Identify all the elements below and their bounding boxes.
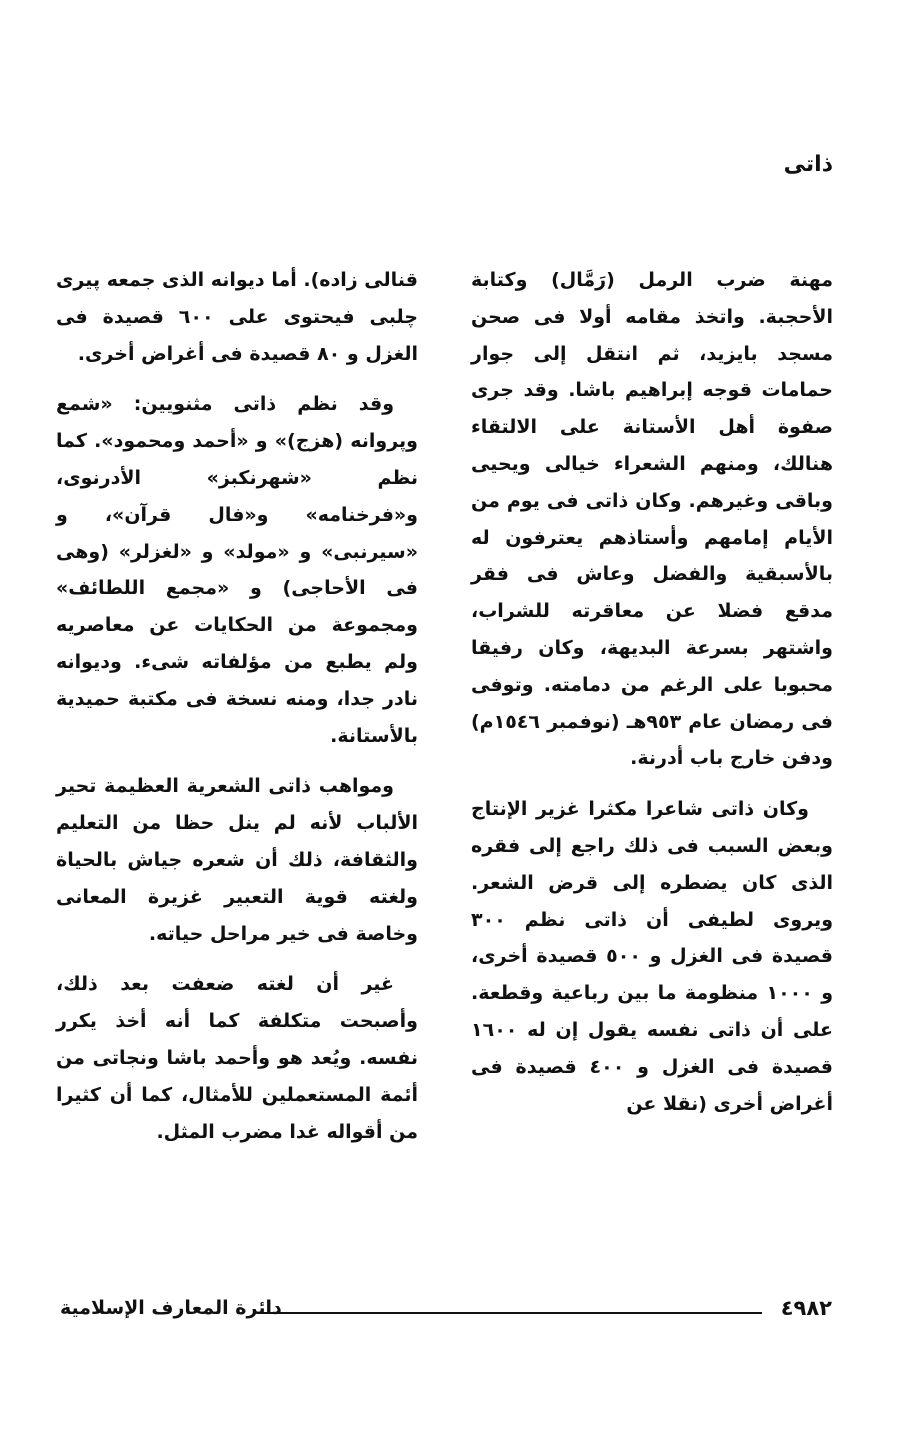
page-number: ٤٩٨٢ <box>780 1296 832 1320</box>
paragraph: وقد نظم ذاتى مثنويين: «شمع وپروانه (هزج)» و «أحمد ومحمود». كما نظم «شهرنكبز» الأدرنوى، و«فرخنامه» و«فال قرآن»، و «سيرنبى» و «مولد» و «لغزلر» (وهى فى الأحاجى) و «مجمع اللطائف» ومجموعة من الحكايات عن معاصريه ولم يطبع من مؤلفاته شىء. وديوانه نادر جدا، ومنه نسخة فى مكتبة حميدية بالأستانة. <box>56 393 418 747</box>
paragraph: ومواهب ذاتى الشعرية العظيمة تحير الألباب لأنه لم ينل حظا من التعليم والثقافة، ذلك أن شعره جياش بالحياة ولغته قوية التعبير غزيرة المعانى وخاصة فى خير مراحل حياته. <box>56 775 418 945</box>
footer-divider <box>260 1312 762 1314</box>
left-column <box>56 262 418 1150</box>
publication-title: دائرة المعارف الإسلامية <box>60 1297 282 1319</box>
paragraph: غير أن لغته ضعفت بعد ذلك، وأصبحت متكلفة كما أنه أخذ يكرر نفسه. ويُعد هو وأحمد باشا ونجاتى من أئمة المستعملين للأمثال، كما أن كثيرا من أقواله غدا مضرب المثل. <box>56 973 418 1143</box>
running-header: ذاتى <box>783 152 833 177</box>
paragraph: وكان ذاتى شاعرا مكثرا غزير الإنتاج وبعض السبب فى ذلك راجع إلى فقره الذى كان يضطره إلى قرض الشعر. ويروى لطيفى أن ذاتى نظم ٣٠٠ قصيدة فى الغزل و ٥٠٠ قصيدة أخرى، و ١٠٠٠ منظومة ما بين رباعية وقطعة. على أن ذاتى نفسه يقول إن له ١٦٠٠ قصيدة فى الغزل و ٤٠٠ قصيدة فى أغراض أخرى (نقلا عن <box>471 798 834 1115</box>
paragraph: قنالى زاده). أما ديوانه الذى جمعه پيرى چلبى فيحتوى على ٦٠٠ قصيدة فى الغزل و ٨٠ قصيدة فى أغراض أخرى. <box>56 269 418 365</box>
page-footer <box>60 1288 832 1328</box>
right-column <box>471 262 833 1122</box>
paragraph: مهنة ضرب الرمل (رَمَّال) وكتابة الأحجبة. واتخذ مقامه أولا فى صحن مسجد بايزيد، ثم انتقل إلى جوار حمامات قوجه إبراهيم باشا. وقد جرى صفوة أهل الأستانة على الالتقاء هنالك، ومنهم الشعراء خيالى ويحيى وباقى وغيرهم. وكان ذاتى فى يوم من الأيام إمامهم وأستاذهم يعترفون له بالأسبقية والفضل وعاش فى فقر مدقع فضلا عن معاقرته للشراب، واشتهر بسرعة البديهة، وكان رفيقا محبوبا على الرغم من دمامته. وتوفى فى رمضان عام ٩٥٣هـ (نوفمبر ١٥٤٦م) ودفن خارج باب أدرنة. <box>471 269 833 770</box>
